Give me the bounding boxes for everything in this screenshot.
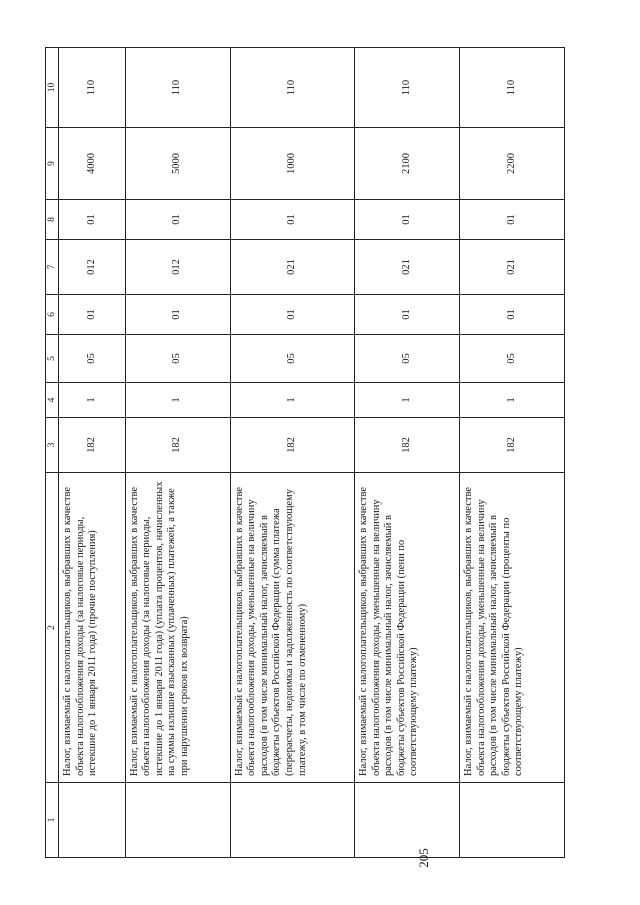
- row-cell-article: 01: [125, 295, 230, 335]
- header-cell: 4: [46, 383, 59, 418]
- row-cell-element: 01: [459, 200, 564, 240]
- row-cell-classification: 110: [230, 48, 354, 128]
- row-cell-admin-code: 182: [354, 418, 459, 473]
- page-number: 205: [416, 848, 431, 868]
- row-cell-classification: 110: [125, 48, 230, 128]
- row-cell-subarticle: 021: [230, 240, 354, 295]
- table-row: [354, 48, 459, 858]
- row-cell-element: 01: [125, 200, 230, 240]
- row-cell-name: Налог, взимаемый с налогоплательщиков, выбравших в качестве объекта налогообложения доходы, уменьшенные на величину расходов (в том числе минимальный налог, зачисляемый в бюджеты субъектов Российской Федерации (сумма платежа (перерасчеты, недоимка и задолженность по соответствующему платежу, в том числе по отмененному): [230, 473, 354, 783]
- row-cell-subgroup: 05: [354, 335, 459, 383]
- row-cell-col1: [125, 783, 230, 858]
- row-cell-name: Налог, взимаемый с налогоплательщиков, выбравших в качестве объекта налогообложения доходы (за налоговые периоды, истекшие до 1 января 2011 года) (уплата процентов, начисленных на суммы излишне взысканных (уплаченных) платежей, а также при нарушении сроков их возврата): [125, 473, 230, 783]
- row-cell-element: 01: [230, 200, 354, 240]
- row-cell-admin-code: 182: [459, 418, 564, 473]
- row-cell-subgroup: 05: [125, 335, 230, 383]
- table-row: [459, 48, 564, 858]
- row-cell-program: 2100: [354, 128, 459, 200]
- row-cell-article: 01: [59, 295, 126, 335]
- row-cell-admin-code: 182: [230, 418, 354, 473]
- row-cell-subgroup: 05: [230, 335, 354, 383]
- row-cell-program: 5000: [125, 128, 230, 200]
- header-cell: 5: [46, 335, 59, 383]
- row-cell-subarticle: 012: [125, 240, 230, 295]
- row-cell-program: 4000: [59, 128, 126, 200]
- row-cell-admin-code: 182: [59, 418, 126, 473]
- row-cell-group: 1: [459, 383, 564, 418]
- row-cell-classification: 110: [354, 48, 459, 128]
- row-cell-program: 1000: [230, 128, 354, 200]
- header-cell: 9: [46, 128, 59, 200]
- rotated-page-content: [45, 48, 565, 868]
- header-cell: 7: [46, 240, 59, 295]
- row-cell-group: 1: [59, 383, 126, 418]
- row-cell-group: 1: [354, 383, 459, 418]
- table-row: [59, 48, 126, 858]
- row-cell-subarticle: 012: [59, 240, 126, 295]
- row-cell-name: Налог, взимаемый с налогоплательщиков, выбравших в качестве объекта налогообложения доходы (за налоговые периоды, истекшие до 1 января 2011 года) (прочие поступления): [59, 473, 126, 783]
- row-cell-classification: 110: [459, 48, 564, 128]
- row-cell-name: Налог, взимаемый с налогоплательщиков, выбравших в качестве объекта налогообложения доходы, уменьшенные на величину расходов (в том числе минимальный налог, зачисляемый в бюджеты субъектов Российской Федерации (проценты по соответствующему платежу): [459, 473, 564, 783]
- table-header-row: [46, 48, 59, 858]
- row-cell-col1: [354, 783, 459, 858]
- row-cell-subarticle: 021: [354, 240, 459, 295]
- row-cell-classification: 110: [59, 48, 126, 128]
- row-cell-article: 01: [230, 295, 354, 335]
- row-cell-program: 2200: [459, 128, 564, 200]
- header-cell: 10: [46, 48, 59, 128]
- row-cell-element: 01: [354, 200, 459, 240]
- table-row: [125, 48, 230, 858]
- header-cell: 2: [46, 473, 59, 783]
- header-cell: 1: [46, 783, 59, 858]
- row-cell-subgroup: 05: [59, 335, 126, 383]
- row-cell-col1: [459, 783, 564, 858]
- table-row: [230, 48, 354, 858]
- budget-code-table: [45, 48, 565, 858]
- row-cell-subgroup: 05: [459, 335, 564, 383]
- row-cell-admin-code: 182: [125, 418, 230, 473]
- row-cell-subarticle: 021: [459, 240, 564, 295]
- row-cell-name: Налог, взимаемый с налогоплательщиков, выбравших в качестве объекта налогообложения доходы, уменьшенные на величину расходов (в том числе минимальный налог, зачисляемый в бюджеты субъектов Российской Федерации (пени по соответствующему платежу): [354, 473, 459, 783]
- row-cell-col1: [59, 783, 126, 858]
- row-cell-group: 1: [230, 383, 354, 418]
- row-cell-col1: [230, 783, 354, 858]
- row-cell-article: 01: [354, 295, 459, 335]
- header-cell: 3: [46, 418, 59, 473]
- header-cell: 8: [46, 200, 59, 240]
- row-cell-group: 1: [125, 383, 230, 418]
- row-cell-element: 01: [59, 200, 126, 240]
- header-cell: 6: [46, 295, 59, 335]
- row-cell-article: 01: [459, 295, 564, 335]
